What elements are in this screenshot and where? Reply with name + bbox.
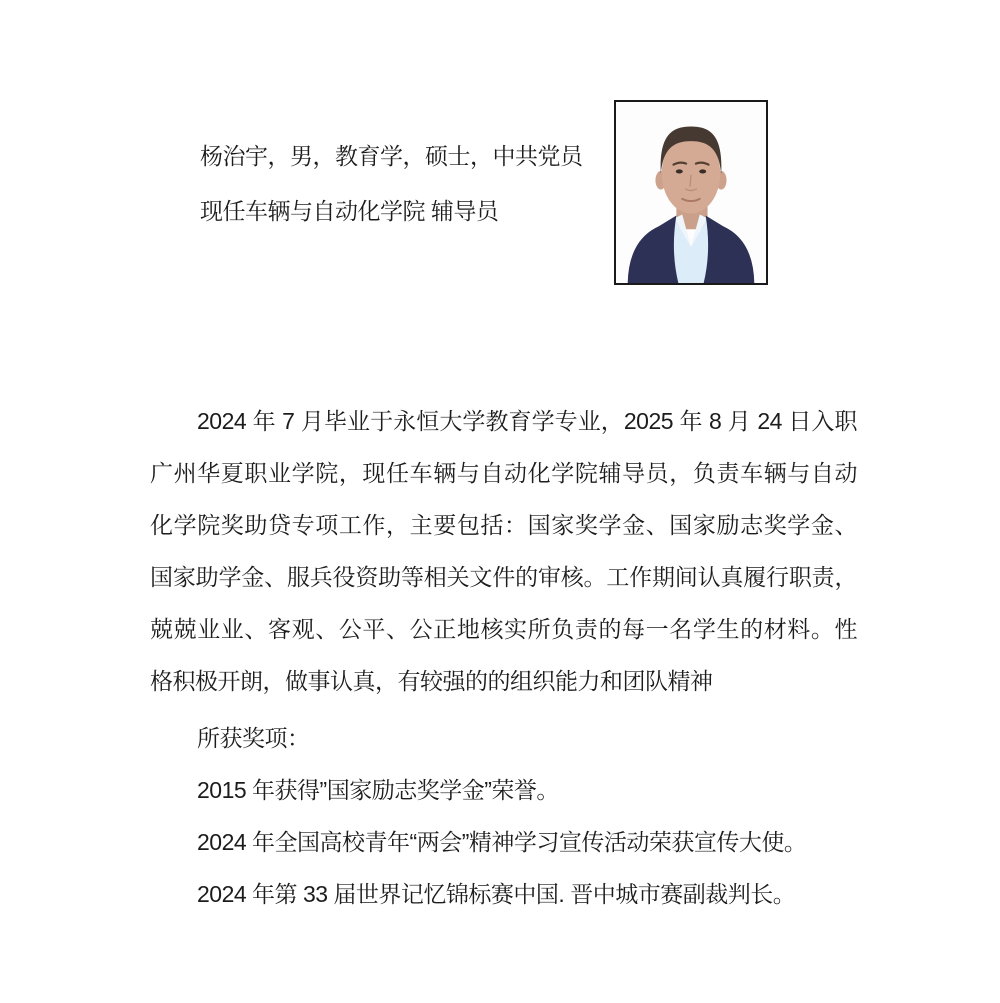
paragraph-line: 化学院奖助贷专项工作，主要包括：国家奖学金、国家励志奖学金、 bbox=[150, 512, 857, 538]
paragraph-line: 2024 年 7 月毕业于永恒大学教育学专业，2025 年 8 月 24 日入职 bbox=[197, 408, 857, 434]
award-line: 2024 年全国高校青年“两会”精神学习宣传活动荣获宣传大使。 bbox=[197, 829, 807, 855]
awards-list bbox=[150, 764, 857, 920]
paragraph-line: 兢兢业业、客观、公平、公正地核实所负责的每一名学生的材料。性 bbox=[150, 616, 857, 642]
id-photo bbox=[614, 100, 768, 285]
awards-section bbox=[150, 712, 857, 920]
intro-position-line: 现任车辆与自动化学院 辅导员 bbox=[200, 198, 499, 224]
paragraph-line: 国家助学金、服兵役资助等相关文件的审核。工作期间认真履行职责， bbox=[150, 564, 857, 590]
paragraph-line: 格积极开朗，做事认真，有较强的的组织能力和团队精神 bbox=[150, 668, 713, 694]
award-line: 2015 年获得”国家励志奖学金”荣誉。 bbox=[197, 777, 559, 803]
award-line: 2024 年第 33 届世界记忆锦标赛中国. 晋中城市赛副裁判长。 bbox=[197, 881, 796, 907]
paragraph-line: 广州华夏职业学院，现任车辆与自动化学院辅导员，负责车辆与自动 bbox=[150, 460, 857, 486]
portrait-eye-left bbox=[676, 169, 683, 173]
portrait-illustration bbox=[616, 102, 766, 283]
intro-name-line: 杨治宇，男，教育学，硕士，中共党员 bbox=[200, 143, 583, 169]
intro-block bbox=[200, 129, 620, 239]
awards-title: 所获奖项： bbox=[197, 725, 310, 751]
portrait-eye-right bbox=[699, 169, 706, 173]
body-text-block bbox=[150, 395, 857, 920]
biography-paragraph bbox=[150, 395, 857, 707]
